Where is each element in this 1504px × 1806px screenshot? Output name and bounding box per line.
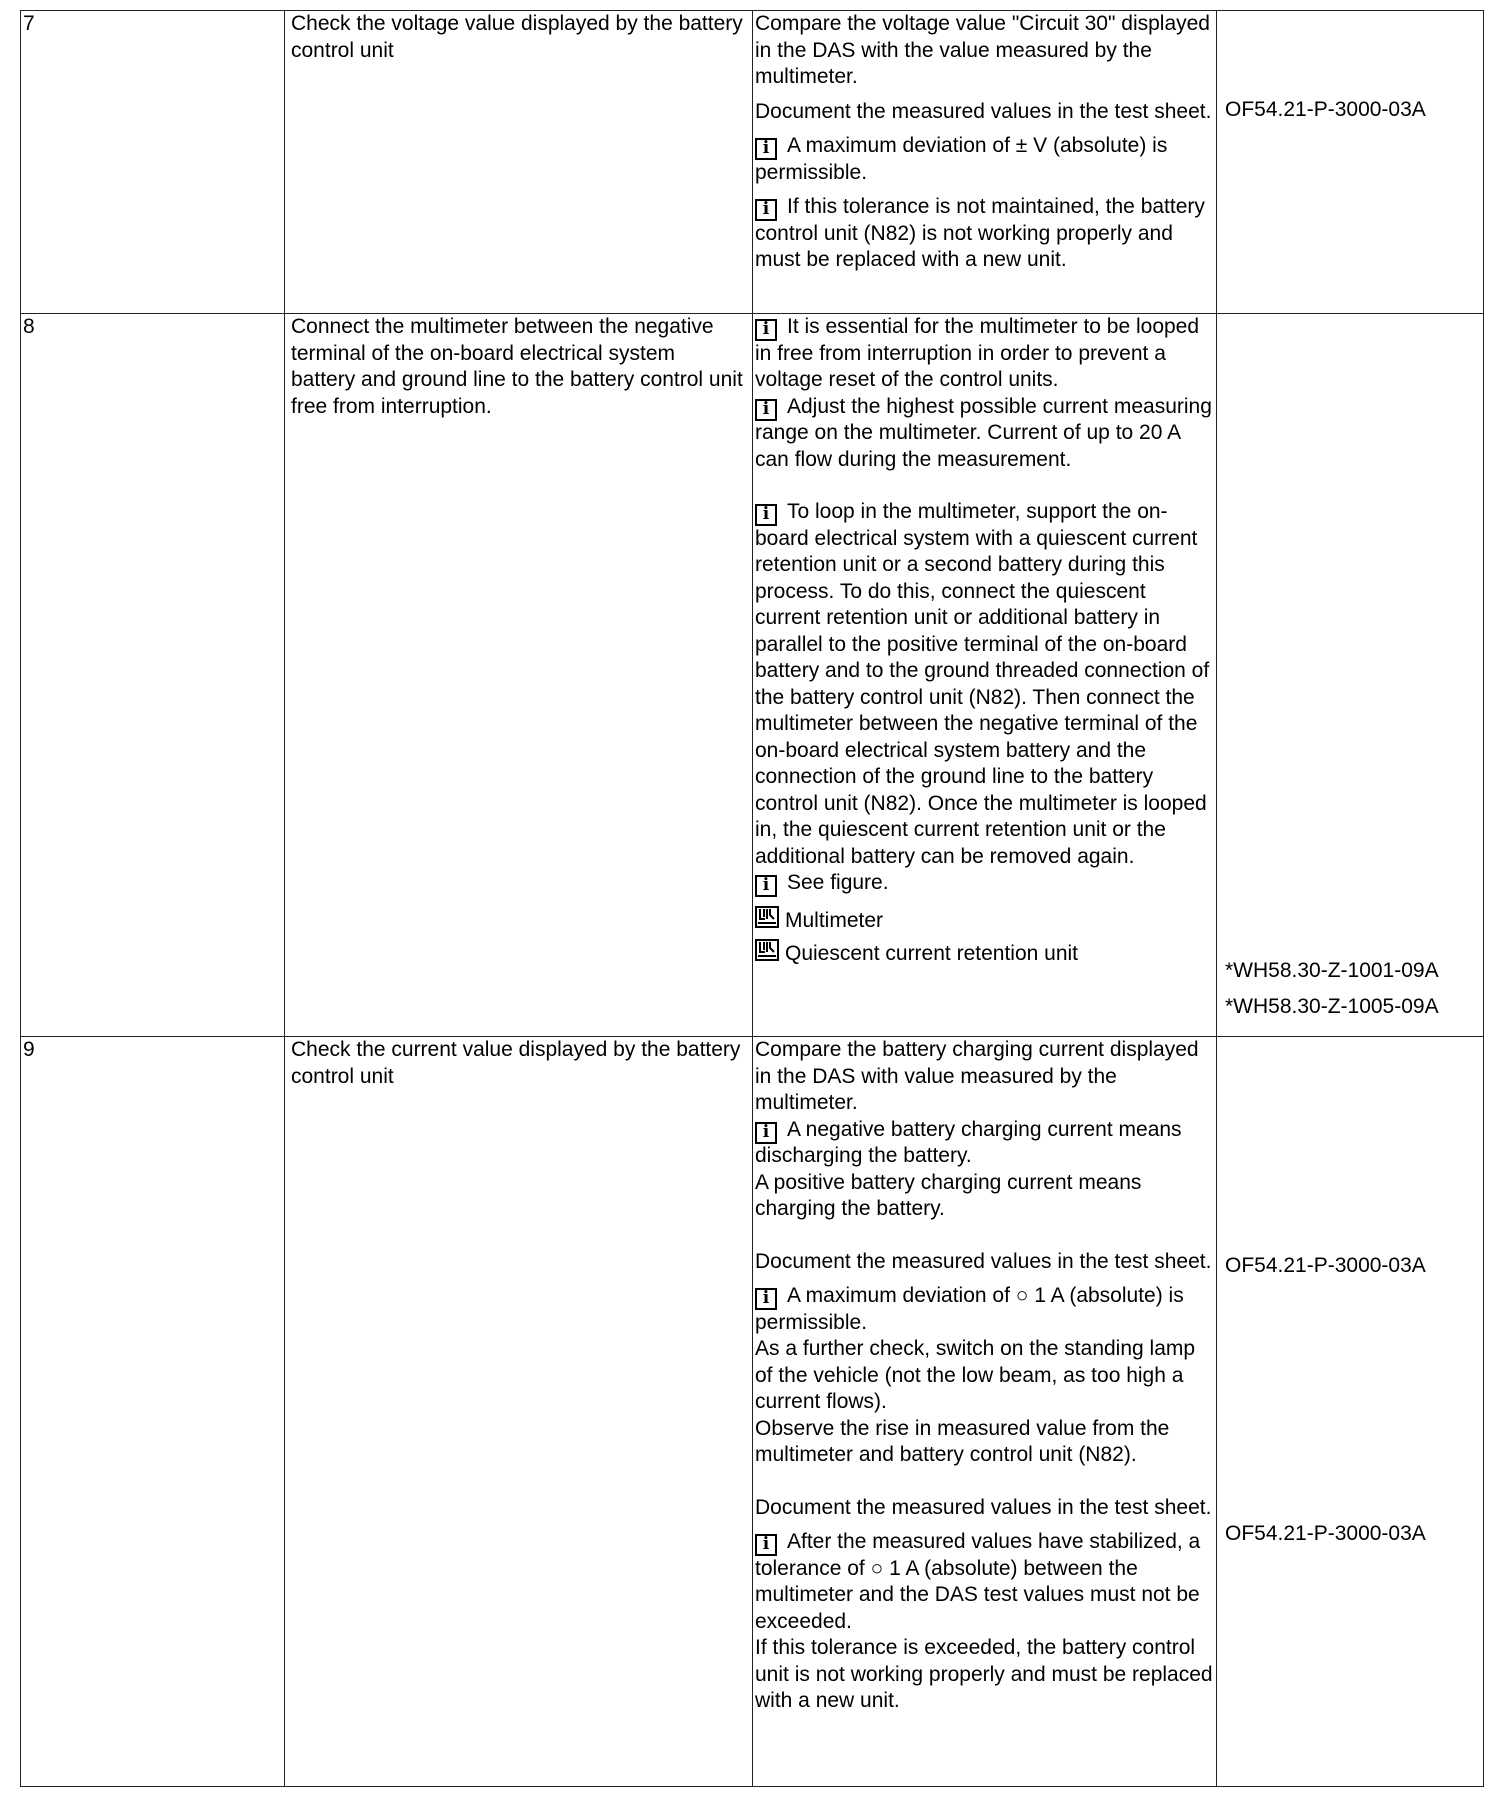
note-text: To loop in the multimeter, support the on-board electrical system with a quiescent current retention unit or a second battery during this process. To do this, connect the quiescent current retention unit or additional battery in parallel to the positive terminal of the on-board battery and to the ground threaded connection of the battery control unit (N82). Then connect the multimeter between the negative terminal of the on-board electrical system battery and the connection of the ground line to the battery control unit (N82). Once the multimeter is looped in, the quiescent current retention unit or the additional battery can be removed again. bbox=[755, 500, 1210, 868]
detail-text: Document the measured values in the test sheet. bbox=[755, 1495, 1212, 1519]
document-reference-link[interactable]: OF54.21-P-3000-03A bbox=[1225, 1522, 1426, 1545]
procedure-table bbox=[20, 10, 1484, 1787]
table-row-step-7 bbox=[21, 11, 1484, 314]
figure-reference-link[interactable]: *WH58.30-Z-1005-09A bbox=[1225, 995, 1439, 1018]
detail-text: Document the measured values in the test sheet. bbox=[755, 99, 1212, 123]
note-text: It is essential for the multimeter to be looped in free from interruption in order to prevent a voltage reset of the control units. bbox=[755, 315, 1200, 391]
info-icon: i bbox=[755, 504, 777, 526]
step-details bbox=[753, 314, 1217, 1037]
detail-text: If this tolerance is exceeded, the battery control unit is not working properly and must be replaced with a new unit. bbox=[755, 1636, 1213, 1712]
figure-icon bbox=[755, 906, 779, 928]
info-icon: i bbox=[755, 199, 777, 221]
reference-cell bbox=[1217, 314, 1484, 1037]
info-icon: i bbox=[755, 319, 777, 341]
info-note bbox=[755, 499, 1216, 870]
detail-text: Compare the voltage value "Circuit 30" displayed in the DAS with the value measured by the multimeter. bbox=[755, 12, 1210, 88]
figure-label: Quiescent current retention unit bbox=[785, 942, 1078, 965]
detail-text: Document the measured values in the test sheet. bbox=[755, 1249, 1212, 1273]
note-text: A maximum deviation of ± V (absolute) is permissible. bbox=[755, 134, 1168, 184]
figure-reference-link[interactable]: *WH58.30-Z-1001-09A bbox=[1225, 959, 1439, 982]
note-text: Adjust the highest possible current measuring range on the multimeter. Current of up to 20 A can flow during the measurement. bbox=[755, 394, 1212, 471]
note-text: After the measured values have stabilized, a tolerance of ○ 1 A (absolute) between the multimeter and the DAS test values must not be exceeded. bbox=[755, 1530, 1201, 1633]
step-details bbox=[753, 11, 1217, 314]
step-description: Connect the multimeter between the negative terminal of the on-board electrical system battery and ground line to the battery control unit free from interruption. bbox=[285, 314, 753, 1037]
info-note bbox=[755, 870, 1216, 897]
note-text: See figure. bbox=[787, 871, 889, 894]
info-note bbox=[755, 1117, 1216, 1170]
figure-link-retention-unit[interactable] bbox=[755, 938, 1216, 968]
info-note bbox=[755, 1529, 1216, 1635]
info-note bbox=[755, 194, 1216, 274]
info-note bbox=[755, 1283, 1216, 1336]
figure-label: Multimeter bbox=[785, 908, 884, 932]
note-text: A negative battery charging current means discharging the battery. bbox=[755, 1117, 1182, 1167]
detail-text: Observe the rise in measured value from the multimeter and battery control unit (N82). bbox=[755, 1416, 1170, 1466]
info-note bbox=[755, 133, 1216, 186]
note-text: A maximum deviation of ○ 1 A (absolute) is permissible. bbox=[755, 1284, 1184, 1334]
info-note bbox=[755, 394, 1216, 474]
info-icon: i bbox=[755, 1122, 777, 1144]
document-reference-link[interactable]: OF54.21-P-3000-03A bbox=[1225, 1254, 1426, 1277]
figure-link-multimeter[interactable] bbox=[755, 905, 1216, 935]
detail-text: As a further check, switch on the standing lamp of the vehicle (not the low beam, as too high a current flows). bbox=[755, 1337, 1196, 1413]
document-reference-link[interactable]: OF54.21-P-3000-03A bbox=[1225, 98, 1426, 121]
info-icon: i bbox=[755, 138, 777, 160]
note-text: If this tolerance is not maintained, the battery control unit (N82) is not working properly and must be replaced with a new unit. bbox=[755, 195, 1205, 271]
detail-text: Compare the battery charging current displayed in the DAS with value measured by the multimeter. bbox=[755, 1038, 1199, 1114]
reference-cell bbox=[1217, 1037, 1484, 1787]
info-icon: i bbox=[755, 1288, 777, 1310]
step-number: 7 bbox=[21, 11, 285, 314]
info-icon: i bbox=[755, 875, 777, 897]
info-icon: i bbox=[755, 399, 777, 421]
step-number: 9 bbox=[21, 1037, 285, 1787]
info-note bbox=[755, 314, 1216, 394]
detail-text: A positive battery charging current means charging the battery. bbox=[755, 1170, 1142, 1220]
table-row-step-9 bbox=[21, 1037, 1484, 1787]
reference-cell bbox=[1217, 11, 1484, 314]
step-details bbox=[753, 1037, 1217, 1787]
step-number: 8 bbox=[21, 314, 285, 1037]
step-description: Check the voltage value displayed by the battery control unit bbox=[285, 11, 753, 314]
figure-icon bbox=[755, 939, 779, 961]
step-description: Check the current value displayed by the battery control unit bbox=[285, 1037, 753, 1787]
info-icon: i bbox=[755, 1534, 777, 1556]
table-row-step-8 bbox=[21, 314, 1484, 1037]
